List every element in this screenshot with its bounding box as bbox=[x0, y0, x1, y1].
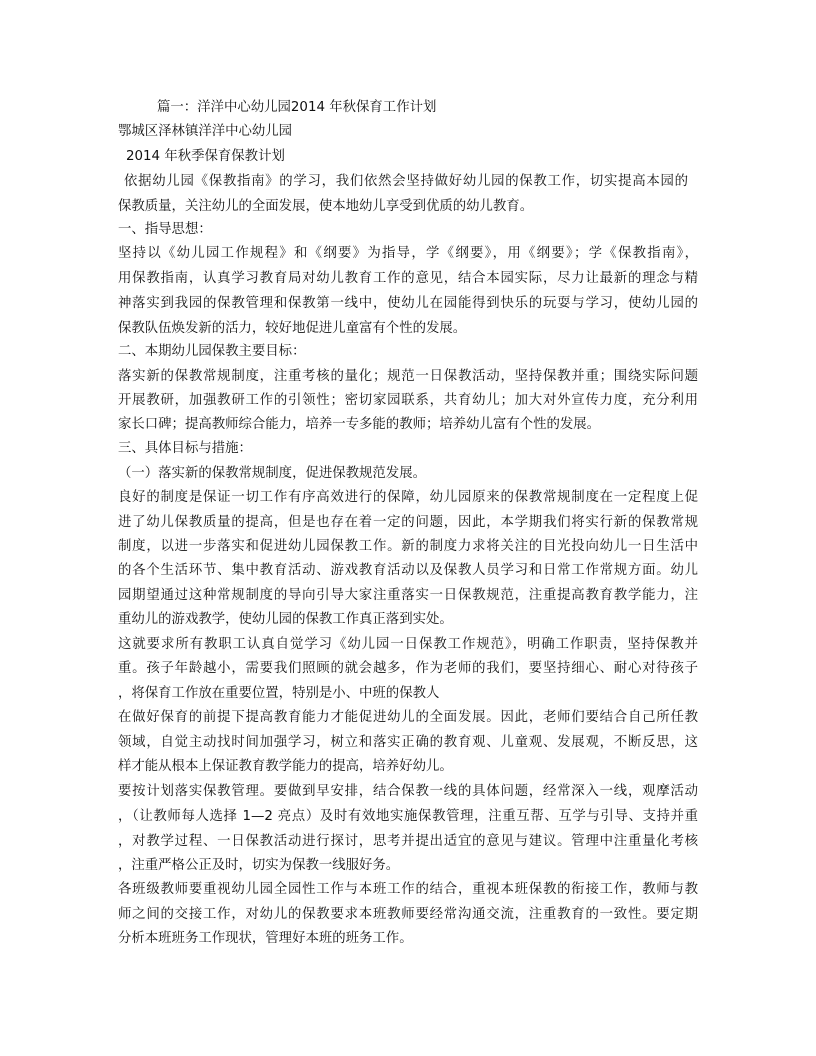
section-heading: 二、本期幼儿园保教主要目标： bbox=[118, 344, 306, 359]
paragraph-line: 落实新的保教常规制度，注重考核的量化；规范一日保教活动，坚持保教并重；围绕实际问题 bbox=[118, 369, 698, 384]
paragraph-line: 园期望通过这种常规制度的导向引导大家注重落实一日保教规范，注重提高教育教学能力，注 bbox=[118, 588, 698, 603]
paragraph-line: ，对教学过程、一日保教活动进行探讨，思考并提出适宜的意见与建议。管理中注重量化考核 bbox=[118, 834, 698, 849]
paragraph-line: 领域，自觉主动找时间加强学习，树立和落实正确的教育观、儿童观、发展观，不断反思，这 bbox=[118, 735, 698, 750]
paragraph-line: 各班级教师要重视幼儿园全园性工作与本班工作的结合，重视本班保教的衔接工作，教师与教 bbox=[118, 882, 698, 897]
kindergarten-name: 鄂城区泽林镇洋洋中心幼儿园 bbox=[118, 124, 293, 139]
paragraph-line: 用保教指南，认真学习教育局对幼儿教育工作的意见，结合本园实际，尽力让最新的理念与精 bbox=[118, 271, 698, 286]
section-heading: 三、具体目标与措施： bbox=[118, 441, 252, 456]
paragraph-line: 神落实到我园的保教管理和保教第一线中，使幼儿在园能得到快乐的玩耍与学习，使幼儿园的 bbox=[118, 296, 698, 311]
paragraph-line: 良好的制度是保证一切工作有序高效进行的保障，幼儿园原来的保教常规制度在一定程度上促 bbox=[118, 490, 698, 505]
paragraph-line: 师之间的交接工作，对幼儿的保教要求本班教师要经常沟通交流，注重教育的一致性。要定期 bbox=[118, 907, 698, 922]
paragraph-line: ，（让教师每人选择 1—2 亮点）及时有效地实施保教管理，注重互帮、互学与引导、支持并重 bbox=[118, 809, 698, 824]
paragraph-line: 制度，以进一步落实和促进幼儿园保教工作。新的制度力求将关注的目光投向幼儿一日生活中 bbox=[118, 539, 698, 554]
document-title: 篇一：洋洋中心幼儿园2014 年秋保育工作计划 bbox=[157, 100, 437, 115]
paragraph-line: 重。孩子年龄越小，需要我们照顾的就会越多，作为老师的我们，要坚持细心、耐心对待孩子 bbox=[118, 661, 698, 676]
paragraph-line: 依据幼儿园《保教指南》的学习，我们依然会坚持做好幼儿园的保教工作，切实提高本园的 bbox=[124, 174, 688, 189]
paragraph-line: 保教质量，关注幼儿的全面发展，使本地幼儿享受到优质的幼儿教育。 bbox=[118, 199, 534, 214]
paragraph-line: ，将保育工作放在重要位置，特别是小、中班的保教人 bbox=[118, 686, 440, 701]
paragraph-line: 保教队伍焕发新的活力，较好地促进儿童富有个性的发展。 bbox=[118, 321, 467, 336]
paragraph-line: 这就要求所有教职工认真自觉学习《幼儿园一日保教工作规范》，明确工作职责，坚持保教并 bbox=[118, 637, 698, 652]
paragraph-line: 样才能从根本上保证教育教学能力的提高，培养好幼儿。 bbox=[118, 759, 453, 774]
paragraph-line: ，注重严格公正及时，切实为保教一线服好务。 bbox=[118, 858, 400, 873]
plan-title: 2014 年秋季保育保教计划 bbox=[126, 149, 285, 164]
paragraph-line: 的各个生活环节、集中教育活动、游戏教育活动以及保教人员学习和日常工作常规方面。幼儿 bbox=[118, 563, 698, 578]
subsection-heading: （一）落实新的保教常规制度，促进保教规范发展。 bbox=[118, 466, 426, 481]
paragraph-line: 要按计划落实保教管理。要做到早安排，结合保教一线的具体问题，经常深入一线，观摩活动 bbox=[118, 784, 698, 799]
paragraph-line: 重幼儿的游戏教学，使幼儿园的保教工作真正落到实处。 bbox=[118, 612, 453, 627]
paragraph-line: 分析本班班务工作现状，管理好本班的班务工作。 bbox=[118, 931, 413, 946]
paragraph-line: 在做好保育的前提下提高教育能力才能促进幼儿的全面发展。因此，老师们要结合自己所任教 bbox=[118, 710, 698, 725]
paragraph-line: 进了幼儿保教质量的提高，但是也存在着一定的问题，因此，本学期我们将实行新的保教常规 bbox=[118, 515, 698, 530]
paragraph-line: 开展教研，加强教研工作的引领性；密切家园联系，共育幼儿；加大对外宣传力度，充分利用 bbox=[118, 393, 698, 408]
section-heading: 一、指导思想： bbox=[118, 222, 212, 237]
paragraph-line: 坚持以《幼儿园工作规程》和《纲要》为指导，学《纲要》，用《纲要》；学《保教指南》， bbox=[118, 246, 698, 261]
paragraph-line: 家长口碑；提高教师综合能力，培养一专多能的教师；培养幼儿富有个性的发展。 bbox=[118, 417, 601, 432]
